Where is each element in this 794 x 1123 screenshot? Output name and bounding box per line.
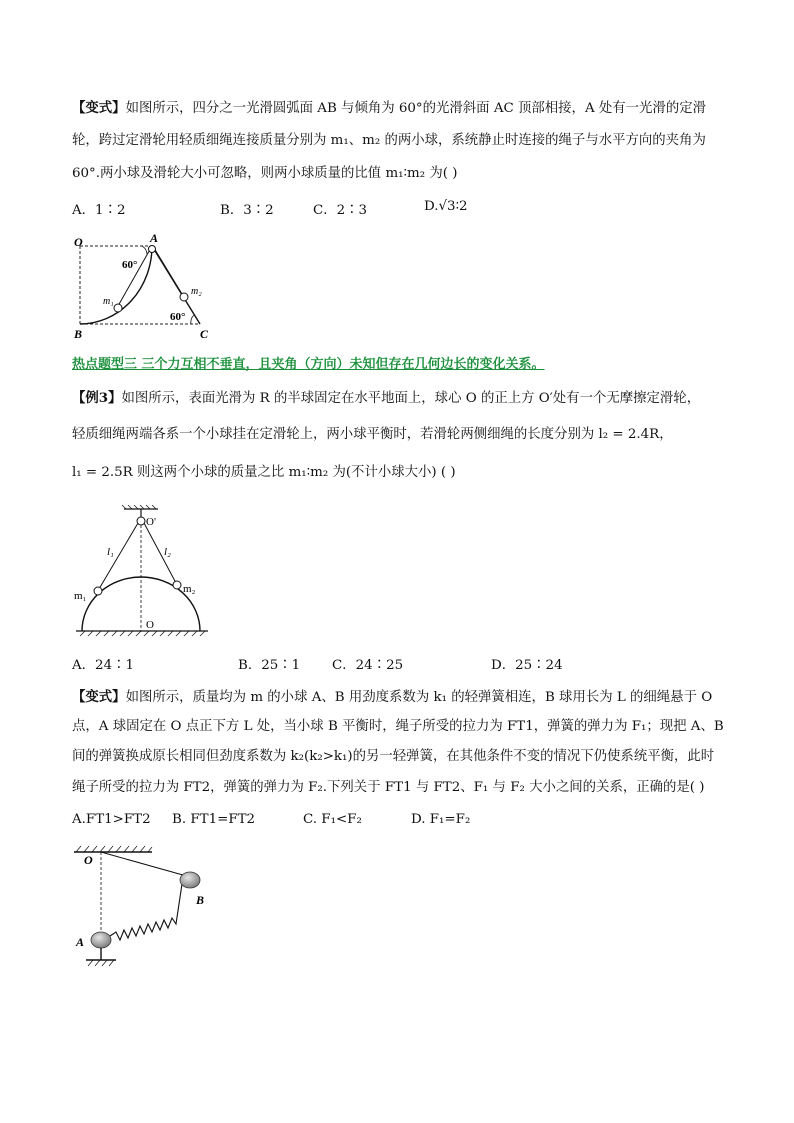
example3-option-c[interactable]: C．24∶25 [332,658,404,673]
label-m2: m₂ [191,286,202,297]
label-Oprime: O' [146,516,156,528]
variant1-option-b[interactable]: B．3∶2 [220,203,274,218]
label-angle-top: 60° [122,259,138,271]
figure-arc-incline [70,232,220,344]
section-heading-3: 热点题型三 三个力互相不垂直，且夹角（方向）未知但存在几何边长的变化关系。 [72,357,545,372]
label-l1: l₁ [107,546,114,558]
label-O: O [74,235,83,249]
label-B-v2: B [196,893,205,907]
label-O-center: O [146,619,154,631]
label-m1: m₁ [103,296,114,307]
example3-option-d[interactable]: D．25∶24 [491,658,563,673]
variant1-line2: 轮，跨过定滑轮用轻质细绳连接质量分别为 m₁、m₂ 的两小球，系统静止时连接的绳子与水平方向的夹角为 [72,133,706,148]
label-angle-bottom: 60° [170,311,186,323]
label-A-v2: A [76,935,85,949]
variant2-line1: 【变式】如图所示，质量均为 m 的小球 A、B 用劲度系数为 k₁ 的轻弹簧相连，B 球用长为 L 的细绳悬于 O [72,689,713,705]
figure-spring-balls [72,844,208,972]
variant2-option-b[interactable]: B. FT1=FT2 [172,812,256,827]
example3-option-b[interactable]: B．25∶1 [238,658,301,673]
variant2-tag: 【变式】 [72,689,126,705]
example3-line2: 轻质细绳两端各系一个小球挂在定滑轮上，两小球平衡时，若滑轮两侧细绳的长度分别为 l₂ = 2.4R， [72,427,673,442]
label-m1-ex3: m₁ [74,590,87,602]
example3-option-a[interactable]: A．24∶1 [72,658,135,673]
variant2-line3: 间的弹簧换成原长相同但劲度系数为 k₂(k₂>k₁)的另一轻弹簧，在其他条件不变的情况下仍使系统平衡，此时 [72,749,715,764]
label-m2-ex3: m₂ [183,583,196,595]
variant1-line3: 60°.两小球及滑轮大小可忽略，则两小球质量的比值 m₁∶m₂ 为( ) [72,166,458,181]
label-l2: l₂ [164,546,171,558]
variant2-line4: 绳子所受的拉力为 FT2，弹簧的弹力为 F₂.下列关于 FT1 与 FT2、F₁ 与 F₂ 大小之间的关系，正确的是( ) [72,780,705,795]
label-A: A [150,232,159,245]
label-O-v2: O [84,853,93,867]
variant1-option-a[interactable]: A．1∶2 [72,203,126,218]
variant1-option-c[interactable]: C．2∶3 [313,203,368,218]
label-C: C [200,327,209,341]
example3-line1: 【例3】如图所示，表面光滑为 R 的半球固定在水平地面上，球心 O 的正上方 O′处有一个无摩擦定滑轮， [72,390,701,406]
variant2-option-d[interactable]: D. F₁=F₂ [411,812,471,827]
example3-line3: l₁ = 2.5R 则这两个小球的质量之比 m₁∶m₂ 为(不计小球大小) ( ) [72,465,456,480]
example3-tag: 【例3】 [72,390,122,406]
variant2-line2: 点，A 球固定在 O 点正下方 L 处，当小球 B 平衡时，绳子所受的拉力为 FT1，弹簧的弹力为 F₁；现把 A、B [72,719,724,734]
variant2-option-c[interactable]: C. F₁<F₂ [303,812,362,827]
figure-hemisphere-pulley [72,505,212,637]
variant1-line1: 【变式】如图所示，四分之一光滑圆弧面 AB 与倾角为 60°的光滑斜面 AC 顶部相接，A 处有一光滑的定滑 [72,100,706,116]
label-B: B [74,327,83,341]
variant1-tag: 【变式】 [72,100,126,116]
variant2-option-a[interactable]: A.FT1>FT2 [72,812,151,827]
variant1-option-d[interactable]: D.√3∶2 [424,199,468,214]
